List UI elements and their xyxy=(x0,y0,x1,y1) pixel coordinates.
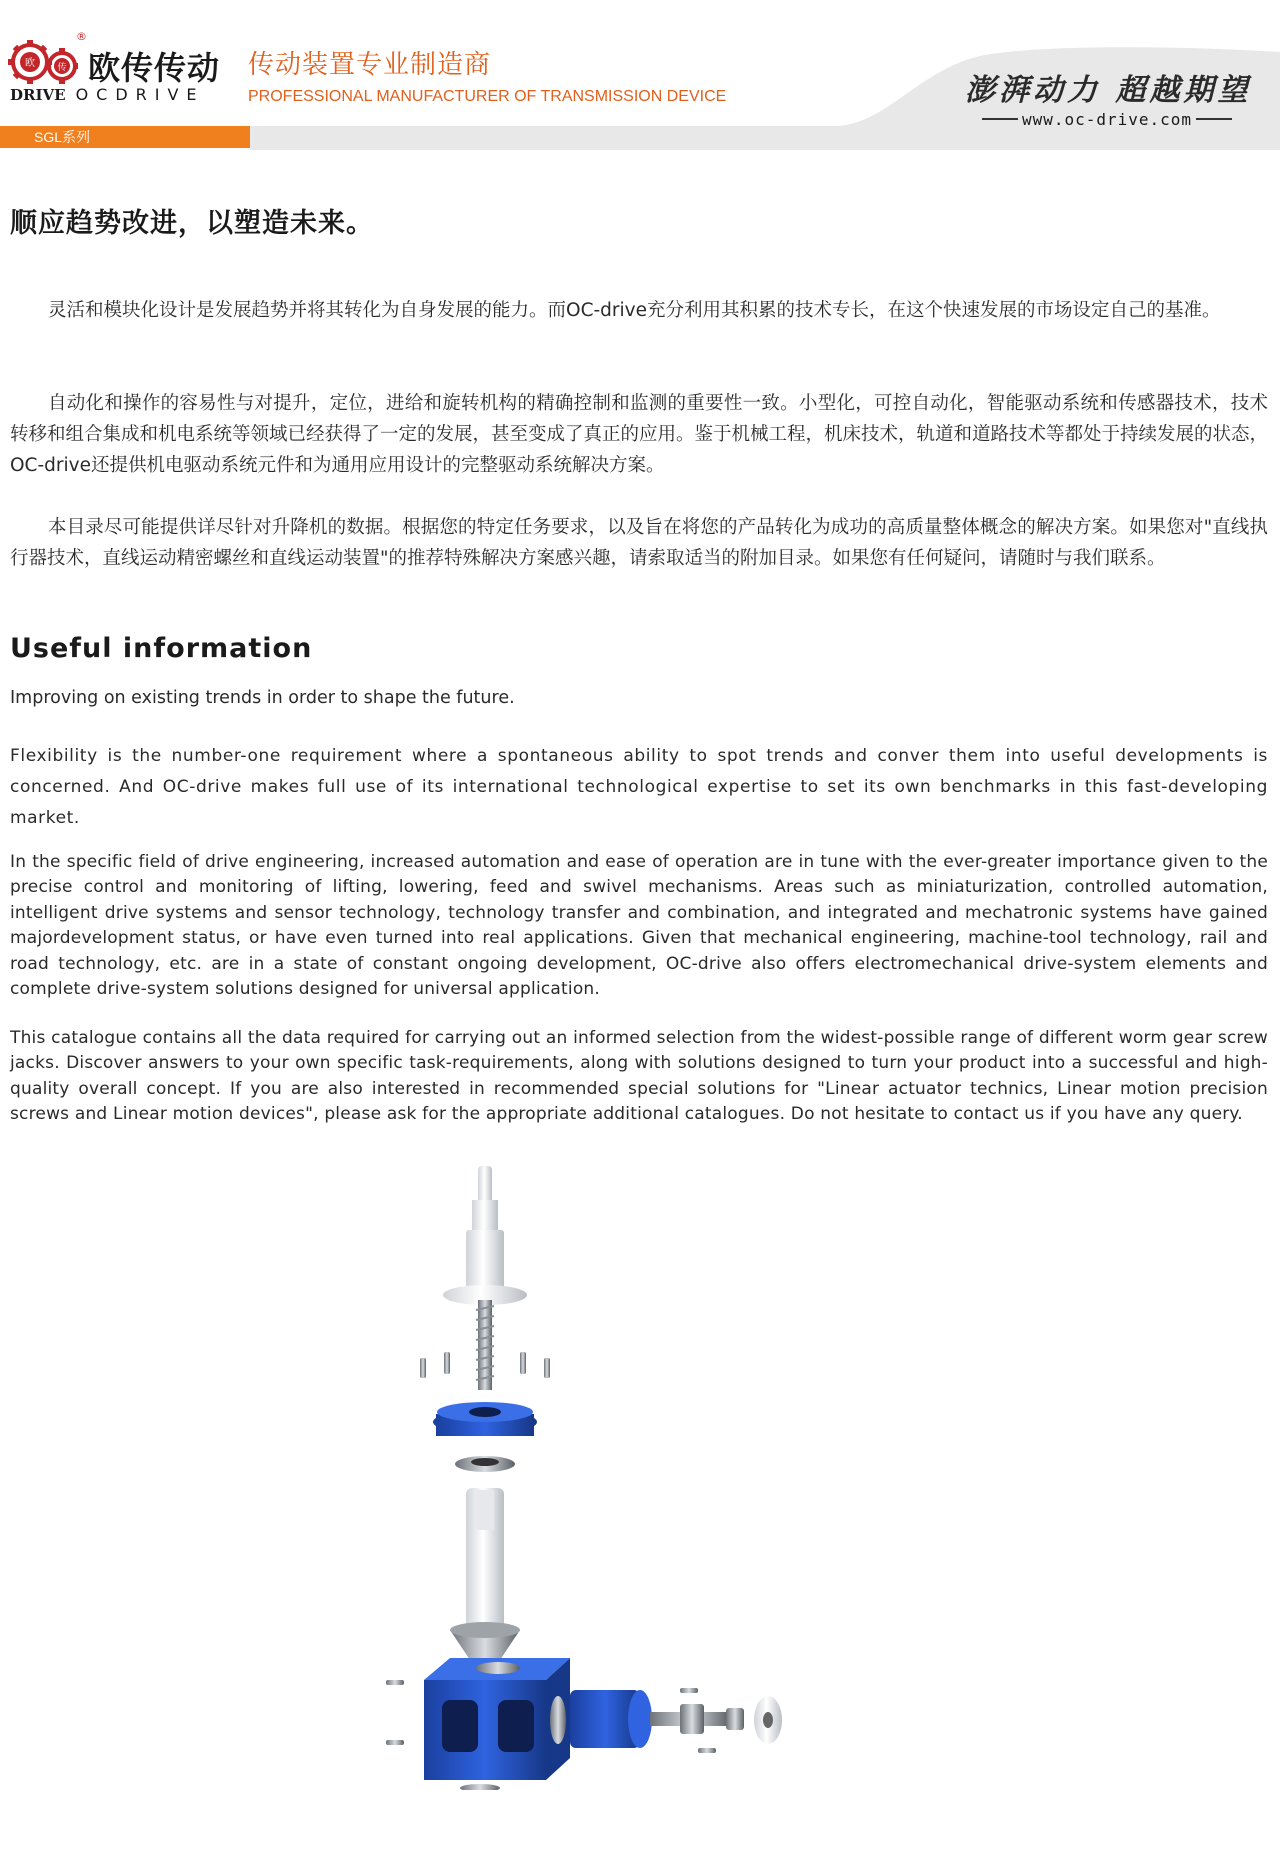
screw-jack-exploded-view-image xyxy=(380,1160,800,1790)
english-paragraph: Flexibility is the number-one requirement where a spontaneous ability to spot trends and conver them into useful developments is concerned. And OC-drive makes full use of its international technological expertise to set its own benchmarks in this fast-developing market. xyxy=(10,746,1268,828)
chinese-paragraph: 灵活和模块化设计是发展趋势并将其转化为自身发展的能力。而OC-drive充分利用其积累的技术专长，在这个快速发展的市场设定自己的基准。 xyxy=(48,300,1221,321)
chinese-paragraph: 自动化和操作的容易性与对提升，定位，进给和旋转机构的精确控制和监测的重要性一致。小型化，可控自动化，智能驱动系统和传感器技术，技术转移和组合集成和机电系统等领域已经获得了一定的发展，甚至变成了真正的应用。鉴于机械工程，机床技术，轨道和道路技术等都处于持续发展的状态，OC-drive还提供机电驱动系统元件和为通用应用设计的完整驱动系统解决方案。 xyxy=(10,393,1269,476)
logo-company-word: OCDRIVE xyxy=(75,85,205,104)
website-rule-left xyxy=(982,118,1018,120)
header-title-chinese: 传动装置专业制造商 xyxy=(248,50,492,80)
logo-brand-word: DRIVE xyxy=(10,86,66,104)
svg-text:欧: 欧 xyxy=(25,58,35,69)
website-line xyxy=(982,108,1232,130)
chinese-paragraph: 本目录尽可能提供详尽针对升降机的数据。根据您的特定任务要求，以及旨在将您的产品转化为成功的高质量整体概念的解决方案。如果您对"直线执行器技术，直线运动精密螺丝和直线运动装置"的推荐特殊解决方案感兴趣，请索取适当的附加目录。如果您有任何疑问，请随时与我们联系。 xyxy=(10,517,1268,569)
registered-mark: ® xyxy=(76,30,87,43)
website-url[interactable]: www.oc-drive.com xyxy=(1021,109,1193,129)
english-paragraph: This catalogue contains all the data required for carrying out an informed selection from the widest-possible range of different worm gear screw jacks. Discover answers to your own specific task-requirements, along with solutions designed to turn your product into a successful and high-quality overall concept. If you are also interested in recommended special solutions for "Linear actuator technics, Linear motion precision screws and Linear motion devices", please ask for the appropriate additional catalogues. Do not hesitate to contact us if you have any query. xyxy=(10,1028,1268,1125)
logo-chinese-name: 欧传传动 xyxy=(88,49,221,87)
page-header xyxy=(0,0,1280,150)
series-label: SGL系列 xyxy=(34,129,91,145)
english-subtitle: Improving on existing trends in order to shape the future. xyxy=(10,688,515,708)
website-rule-right xyxy=(1196,118,1232,120)
logo-english-name xyxy=(10,86,205,104)
english-section-heading: Useful information xyxy=(10,633,313,664)
company-slogan: 澎湃动力 超越期望 xyxy=(965,73,1252,108)
svg-text:传: 传 xyxy=(57,63,67,73)
english-paragraph: In the specific field of drive engineering, increased automation and ease of operation are in tune with the ever-greater importance given to the precise control and monitoring of lifting, lowering, feed and swivel mechanisms. Areas such as miniaturization, controlled automation, intelligent drive systems and sensor technology, technology transfer and combination, and integrated and mechatronic systems have gained majordevelopment status, or have even turned into real applications. Given that mechanical engineering, machine-tool technology, rail and road technology, etc. are in a state of constant ongoing development, OC-drive also offers electromechanical drive-system elements and complete drive-system solutions designed for universal application. xyxy=(10,852,1268,1000)
chinese-section-title: 顺应趋势改进，以塑造未来。 xyxy=(10,208,374,239)
header-title-english: PROFESSIONAL MANUFACTURER OF TRANSMISSION DEVICE xyxy=(248,88,727,105)
